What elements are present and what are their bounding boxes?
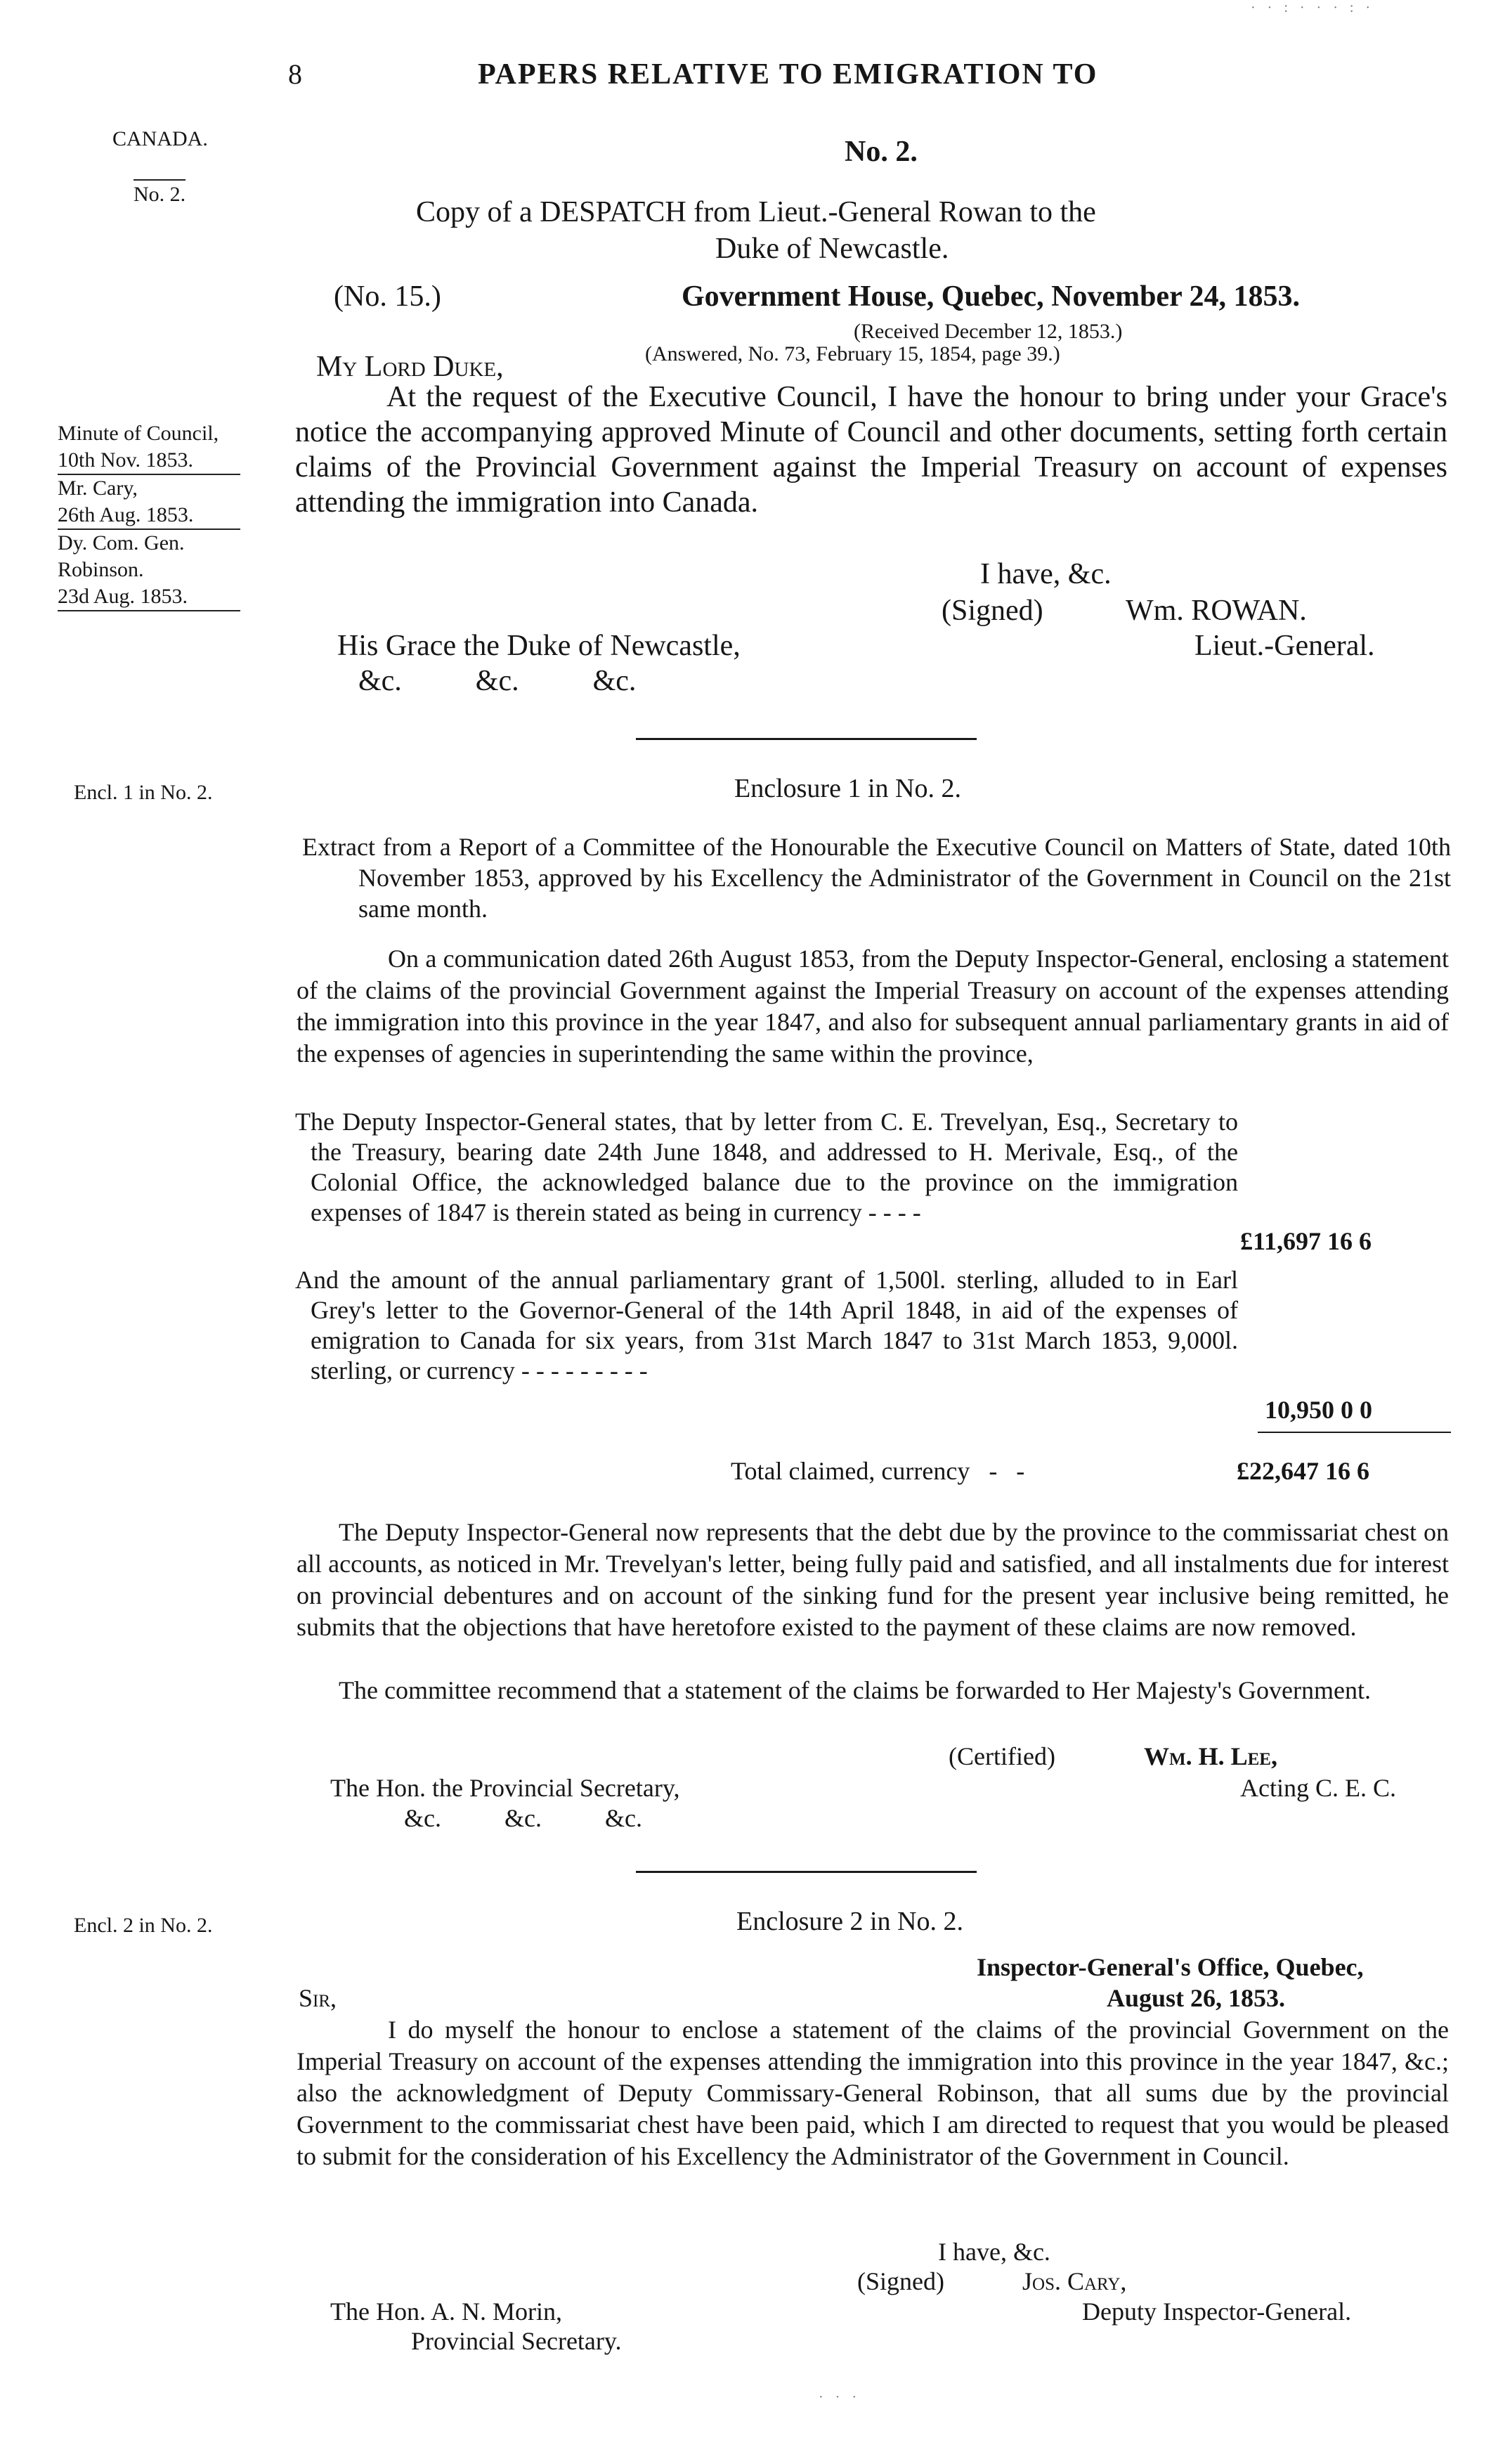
despatch-number: No. 2. [845,136,918,168]
margin-no2: No. 2. [134,179,185,207]
sum-rule [1258,1432,1451,1433]
despatch-title-1: Copy of a DESPATCH from Lieut.-General Rowan to the [416,196,1096,228]
section-rule [636,1871,977,1873]
encl1-extract: Extract from a Report of a Committee of the Honourable the Executive Council on Matters of State, dated 10th November 1853, approved by his Excellency the Administrator of the Government in Council on the 21st same month. [302,833,1451,923]
despatch-body: At the request of the Executive Council, I have the honour to bring under your Grace's notice the accompanying approved Minute of Council and other documents, setting forth certain claims of the Provincial Government against the Imperial Treasury on account of expenses attending the immigration into Canada. [295,381,1447,519]
despatch-answered: (Answered, No. 73, February 15, 1854, page 39.) [645,342,1060,365]
encl1-total: £22,647 16 6 [1237,1457,1369,1485]
encl2-body: I do myself the honour to enclose a statement of the claims of the provincial Government on the Imperial Treasury on account of the expenses attending the immigration into this province in the year 1847, &c.; also the acknowledgment of Deputy Commissary-General Robinson, that all sums due by the provincial Government to the commissariat chest have been paid, which I am directed to request that you would be pleased to submit for the consideration of his Excellency the Administrator of the Government in Council. [297,2016,1449,2170]
margin-minute-notes [58,420,240,611]
encl1-para1: On a communication dated 26th August 1853, from the Deputy Inspector-General, enclosing a statement of the claims of the provincial Government against the Imperial Treasury on account of the expenses attending the immigration into this province in the year 1847, and also for subsequent annual parliamentary grants in aid of the expenses of agencies in superintending the same within the province, [297,945,1449,1068]
encl2-closing: I have, &c. [938,2238,1050,2266]
despatch-signer-title: Lieut.-General. [1194,630,1375,662]
encl1-item1: The Deputy Inspector-General states, that by letter from C. E. Trevelyan, Esq., Secretary to the Treasury, bearing date 24th June 1848, and addressed to H. Merivale, Esq., of the Colonial Office, the acknowledged balance due to the province on the immigration expenses of 1847 is therein stated as being in currency - - - - [295,1108,1238,1226]
margin-encl2: Encl. 2 in No. 2. [74,1914,213,1937]
despatch-place-date: Government House, Quebec, November 24, 1853. [682,280,1300,313]
encl1-item2: And the amount of the annual parliamentary grant of 1,500l. sterling, alluded to in Earl Grey's letter to the Governor-General of the 14th April 1848, in aid of the expenses of emigration to Canada for six years, from 31st March 1847 to 31st March 1853, 9,000l. sterling, or currency - - - - - - - - - [295,1266,1238,1385]
margin-note: Minute of Council, [58,422,219,445]
margin-note: Robinson. [58,558,144,581]
margin-note: Dy. Com. Gen. [58,531,185,555]
despatch-closing: I have, &c. [980,558,1112,590]
encl1-amount2: 10,950 0 0 [1265,1396,1372,1424]
encl2-signed: (Signed) [857,2267,944,2295]
encl1-total-label: Total claimed, currency - - [731,1457,1025,1485]
despatch-salutation: My Lord Duke, [316,351,504,383]
encl1-para3: The committee recommend that a statement of the claims be forwarded to Her Majesty's Government. [339,1676,1371,1704]
encl1-signer: Wm. H. Lee, [1144,1742,1277,1770]
encl1-etc: &c. &c. &c. [404,1804,642,1832]
despatch-signed: (Signed) [942,595,1043,627]
encl2-signer-title: Deputy Inspector-General. [1082,2297,1352,2326]
page-number: 8 [288,58,302,90]
despatch-ref: (No. 15.) [334,280,441,313]
despatch-signer: Wm. ROWAN. [1126,595,1307,627]
encl2-office: Inspector-General's Office, Quebec, [977,1953,1364,1981]
margin-note: 23d Aug. 1853. [58,583,240,611]
margin-note: 10th Nov. 1853. [58,447,240,475]
despatch-received: (Received December 12, 1853.) [854,320,1123,343]
encl2-addressee-title: Provincial Secretary. [411,2327,622,2355]
margin-encl1: Encl. 1 in No. 2. [74,781,213,804]
margin-note: Mr. Cary, [58,476,138,500]
encl1-addressee: The Hon. the Provincial Secretary, [330,1774,680,1802]
encl1-heading: Enclosure 1 in No. 2. [734,774,961,803]
encl1-signer-title: Acting C. E. C. [1240,1774,1396,1802]
margin-canada: CANADA. [112,127,208,150]
encl1-amount1: £11,697 16 6 [1240,1227,1372,1255]
despatch-addressee: His Grace the Duke of Newcastle, [337,630,741,662]
encl2-salutation: Sir, [299,1984,337,2012]
encl2-date: August 26, 1853. [1107,1984,1286,2012]
section-rule [636,738,977,740]
encl1-para2: The Deputy Inspector-General now represents that the debt due by the province to the commissariat chest on all accounts, as noticed in Mr. Trevelyan's letter, being fully paid and satisfied, and all instalments due for interest on provincial debentures and on account of the sinking fund for the present year inclusive being remitted, he submits that the objections that have heretofore existed to the payment of these claims are now removed. [297,1518,1449,1641]
scan-speckle: · · · [819,2390,861,2405]
encl1-certified: (Certified) [949,1742,1055,1770]
running-head: PAPERS RELATIVE TO EMIGRATION TO [478,58,1098,91]
encl2-addressee: The Hon. A. N. Morin, [330,2297,562,2326]
despatch-title-2: Duke of Newcastle. [715,233,949,265]
scan-speckle: · · : · · · : · [1251,0,1375,15]
encl2-signer: Jos. Cary, [1022,2267,1127,2295]
margin-note: 26th Aug. 1853. [58,502,240,530]
encl2-heading: Enclosure 2 in No. 2. [736,1907,963,1936]
despatch-etc: &c. &c. &c. [358,665,637,697]
